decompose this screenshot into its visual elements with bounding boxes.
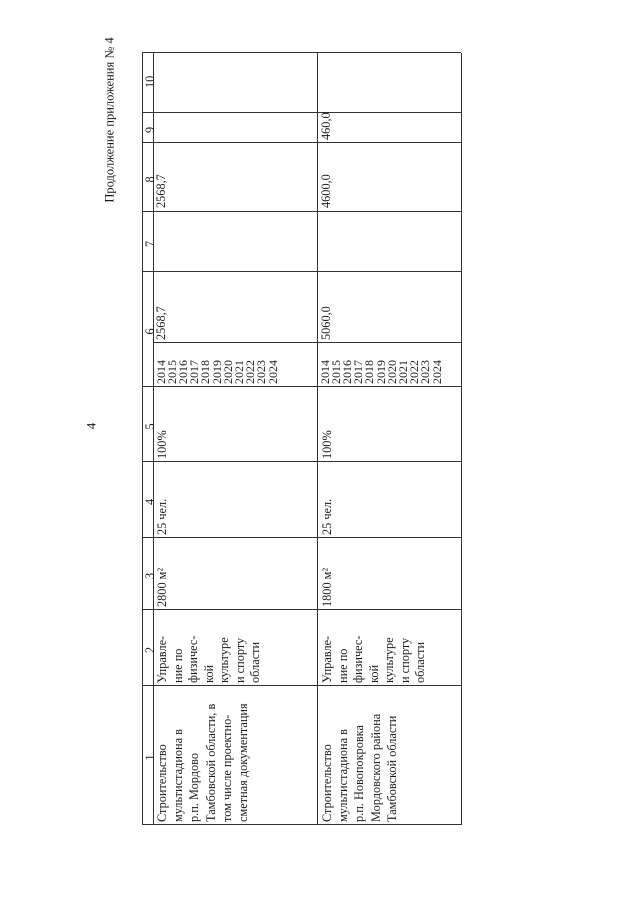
year-2019: 2019 <box>209 360 224 384</box>
column-rule-4 <box>142 461 461 462</box>
executor-line: физичес- <box>351 635 365 683</box>
readiness-value: 100% <box>155 430 169 459</box>
year-2023: 2023 <box>254 360 269 384</box>
col8-value: 4600,0 <box>319 174 333 208</box>
year-2018: 2018 <box>362 360 377 384</box>
executor-line: и спорту <box>232 637 247 683</box>
header-bottom-rule <box>153 53 154 825</box>
table-border-right <box>461 53 462 825</box>
year-2018: 2018 <box>198 360 213 384</box>
header-col-3: 3 <box>142 572 157 579</box>
project-line: мультистадиона в <box>336 729 351 822</box>
readiness-value: 100% <box>320 430 334 459</box>
executor-line: Управле- <box>155 635 169 683</box>
column-rule-2 <box>142 609 461 610</box>
column-rule-10 <box>142 52 461 53</box>
project-line: р.п. Новопокровка <box>352 725 367 822</box>
executor-line: физичес- <box>186 635 200 683</box>
project-line: Тамбовской области <box>384 715 399 822</box>
year-2021: 2021 <box>231 360 246 384</box>
executor-line: Управле- <box>320 635 334 683</box>
project-line: Тамбовской области, в <box>203 703 218 822</box>
year-2017: 2017 <box>187 360 202 384</box>
year-2020: 2020 <box>384 360 399 384</box>
row-divider <box>317 53 318 825</box>
executor-line: кой <box>201 664 216 683</box>
column-rule-0 <box>142 824 461 825</box>
year-2014: 2014 <box>153 360 168 384</box>
column-rule-9 <box>142 112 461 113</box>
year-split-rule <box>317 342 461 343</box>
column-rule-5 <box>142 386 461 387</box>
header-col-7: 7 <box>142 240 157 247</box>
year-2024: 2024 <box>429 360 444 384</box>
executor-line: культуре <box>382 637 396 683</box>
table-frame <box>142 53 462 825</box>
year-2024: 2024 <box>265 360 280 384</box>
column-rule-6 <box>142 271 461 272</box>
header-col-2: 2 <box>142 646 157 653</box>
header-col-5: 5 <box>142 423 157 430</box>
year-2017: 2017 <box>351 360 366 384</box>
capacity-value: 2800 м² <box>155 567 169 607</box>
header-col-8: 8 <box>142 176 157 183</box>
col6-value: 5060,0 <box>319 306 333 340</box>
executor-line: области <box>413 641 427 683</box>
executor-line: и спорту <box>397 637 412 683</box>
year-2015: 2015 <box>164 360 179 384</box>
capacity-value: 1800 м² <box>320 567 334 607</box>
year-2022: 2022 <box>407 360 422 384</box>
year-2023: 2023 <box>418 360 433 384</box>
page-number: 4 <box>83 422 99 430</box>
column-rule-7 <box>142 211 461 212</box>
column-rule-3 <box>142 537 461 538</box>
col8-value: 2568,7 <box>154 174 168 208</box>
project-line: том числе проектно- <box>219 714 234 822</box>
people-value: 25 чел. <box>320 498 334 535</box>
project-line: сметная документация <box>236 703 250 822</box>
project-line: р.п. Мордово <box>187 753 202 822</box>
header-col-6: 6 <box>142 328 157 335</box>
header-col-4: 4 <box>142 498 157 505</box>
project-line: Мордовского района <box>368 713 383 822</box>
project-line: мультистадиона в <box>171 729 186 822</box>
executor-line: области <box>248 641 262 683</box>
year-2019: 2019 <box>373 360 388 384</box>
year-2014: 2014 <box>317 360 332 384</box>
year-2016: 2016 <box>339 360 354 384</box>
column-rule-8 <box>142 142 461 143</box>
appendix-title-text: Продолжение приложения № 4 <box>102 37 117 203</box>
year-2016: 2016 <box>175 360 190 384</box>
executor-line: культуре <box>217 637 231 683</box>
header-col-9: 9 <box>142 126 157 133</box>
project-line: Строительство <box>320 744 334 822</box>
year-2020: 2020 <box>220 360 235 384</box>
header-col-1: 1 <box>142 754 157 761</box>
table-border-left <box>142 53 143 825</box>
header-col-10: 10 <box>142 75 157 88</box>
executor-line: кой <box>366 664 381 683</box>
column-rule-1 <box>142 685 461 686</box>
executor-line: ние по <box>170 648 185 683</box>
col6-value: 2568,7 <box>154 306 168 340</box>
year-split-rule <box>153 342 317 343</box>
col9-value: 460,0 <box>319 112 333 140</box>
year-2022: 2022 <box>243 360 258 384</box>
year-2015: 2015 <box>328 360 343 384</box>
people-value: 25 чел. <box>155 498 169 535</box>
year-2021: 2021 <box>395 360 410 384</box>
project-line: Строительство <box>155 744 169 822</box>
executor-line: ние по <box>335 648 350 683</box>
